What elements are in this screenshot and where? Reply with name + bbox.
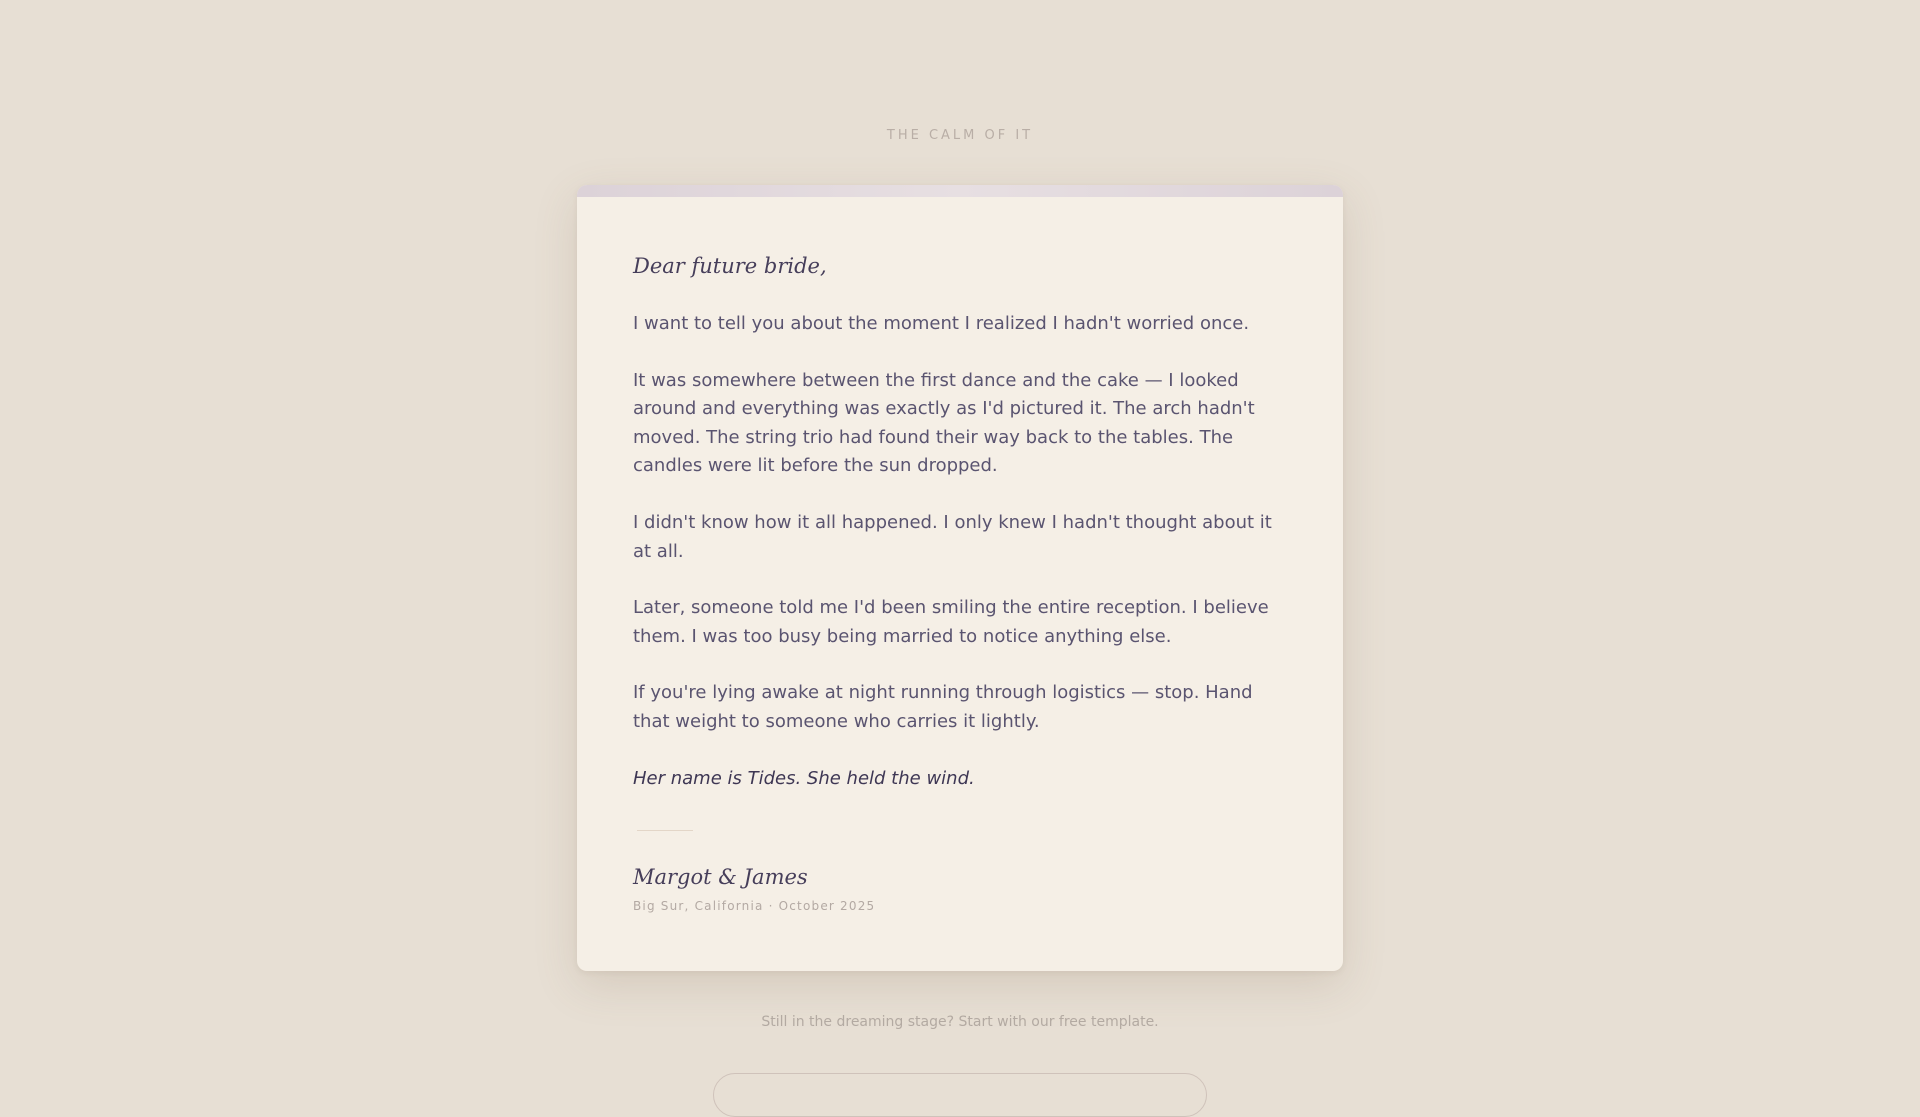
card-accent-bar bbox=[577, 185, 1343, 197]
letter-paragraph: It was somewhere between the first dance and the cake — I looked around and everything was exactly as I'd pictured it. The arch hadn't moved. The string trio had found their way back to the tables. The candles were lit before the sun dropped. bbox=[633, 369, 1255, 477]
letter-paragraph: Later, someone told me I'd been smiling the entire reception. I believe them. I was too busy being married to notice anything else. bbox=[633, 597, 1269, 647]
letter-paragraph: I didn't know how it all happened. I only knew I hadn't thought about it at all. bbox=[633, 511, 1272, 562]
letter-signature: Margot & James bbox=[633, 864, 808, 889]
letter-card bbox=[577, 185, 1343, 971]
page-eyebrow: THE CALM OF IT bbox=[886, 128, 1034, 143]
letter-paragraph: If you're lying awake at night running through logistics — stop. Hand that weight to someone who carries it lightly. bbox=[633, 682, 1253, 732]
signature-divider bbox=[637, 830, 693, 831]
letter-body bbox=[633, 252, 1293, 913]
letter-greeting: Dear future bride, bbox=[633, 254, 827, 278]
letter-paragraph: I want to tell you about the moment I realized I hadn't worried once. bbox=[633, 313, 1250, 334]
footer-note: Still in the dreaming stage? Start with our free template. bbox=[761, 1014, 1159, 1030]
signature-location-date: Big Sur, California · October 2025 bbox=[633, 898, 876, 913]
letter-closing: Her name is Tides. She held the wind. bbox=[633, 767, 975, 789]
